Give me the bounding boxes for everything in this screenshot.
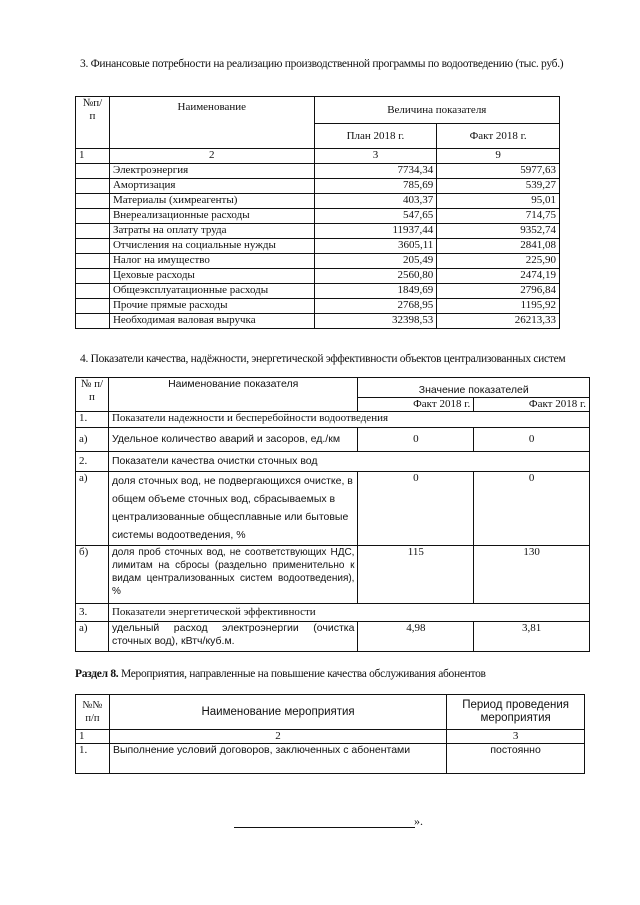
header-plan: План 2018 г.	[314, 124, 437, 149]
measures-table	[75, 694, 585, 774]
header-num: № п/п	[76, 378, 109, 412]
header-fact: Факт 2018 г.	[437, 124, 560, 149]
section3-title: 3. Финансовые потребности на реализацию производственной программы по водоотведению (тыс. руб.)	[80, 58, 564, 70]
header-fact2: Факт 2018 г.	[474, 398, 590, 412]
table-row: Затраты на оплату труда 11937,44 9352,74	[76, 224, 560, 239]
table-row: Электроэнергия 7734,34 5977,63	[76, 164, 560, 179]
table-row: а) доля сточных вод, не подвергающихся очистке, в общем объеме сточных вод, сбрасываемых в централизованные общесплавные или бытовые системы водоотведения, % 0 0	[76, 472, 590, 546]
group-row-1: 1. Показатели надежности и бесперебойности водоотведения	[76, 412, 590, 428]
header-num: №№ п/п	[76, 695, 110, 730]
header-period: Период проведения мероприятия	[447, 695, 585, 730]
table-row: Необходимая валовая выручка 32398,53 26213,33	[76, 314, 560, 329]
financial-table	[75, 96, 560, 329]
header-fact1: Факт 2018 г.	[358, 398, 474, 412]
header-value: Величина показателя	[314, 97, 559, 124]
table-row: Амортизация 785,69 539,27	[76, 179, 560, 194]
section8-label: Раздел 8.	[75, 668, 119, 680]
table-row: 1. Выполнение условий договоров, заключенных с абонентами постоянно	[76, 744, 585, 774]
table-row: а) удельный расход электроэнергии (очистка сточных вод), кВтч/куб.м. 4,98 3,81	[76, 622, 590, 652]
table-row: Прочие прямые расходы 2768,95 1195,92	[76, 299, 560, 314]
signature-line	[234, 827, 415, 828]
quality-table	[75, 377, 590, 652]
table-row: а) Удельное количество аварий и засоров, ед./км 0 0	[76, 428, 590, 452]
header-name: Наименование мероприятия	[109, 695, 446, 730]
closing-quote: ».	[414, 814, 423, 828]
section4-title: 4. Показатели качества, надёжности, энергетической эффективности объектов централизованных систем	[80, 353, 566, 365]
table-row: Цеховые расходы 2560,80 2474,19	[76, 269, 560, 284]
table-row: Налог на имущество 205,49 225,90	[76, 254, 560, 269]
group-row-2: 2. Показатели качества очистки сточных вод	[76, 452, 590, 472]
group-row-3: 3. Показатели энергетической эффективности	[76, 604, 590, 622]
section8-title: Раздел 8. Мероприятия, направленные на повышение качества обслуживания абонентов	[75, 668, 486, 680]
table-row: Внереализационные расходы 547,65 714,75	[76, 209, 560, 224]
header-name: Наименование	[109, 97, 314, 149]
header-name: Наименование показателя	[108, 378, 358, 412]
index-row: 1 2 3 9	[76, 149, 560, 164]
table-row: Общеэксплуатационные расходы 1849,69 2796,84	[76, 284, 560, 299]
table-row: Материалы (химреагенты) 403,37 95,01	[76, 194, 560, 209]
table-row: б) доля проб сточных вод, не соответствующих НДС, лимитам на сбросы (раздельно применительно к видам централизованных систем водоотведения), % 115 130	[76, 546, 590, 604]
header-value: Значение показателей	[358, 378, 590, 398]
index-row: 1 2 3	[76, 730, 585, 744]
table-row: Отчисления на социальные нужды 3605,11 2841,08	[76, 239, 560, 254]
header-num: №п/ п	[76, 97, 110, 149]
